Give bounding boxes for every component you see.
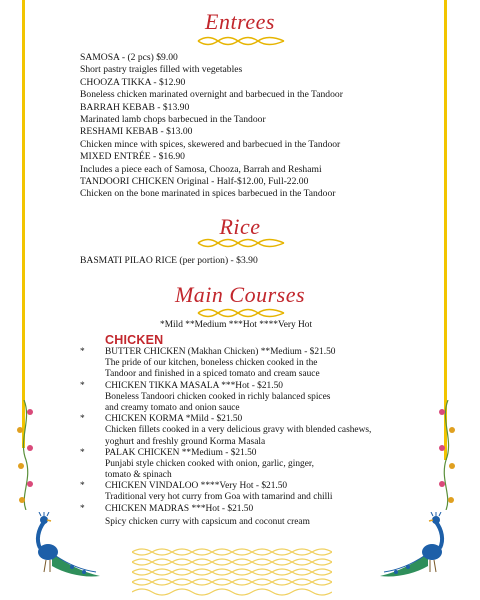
entrees-ornament-divider-icon <box>196 34 286 48</box>
bullet: * <box>80 380 85 391</box>
item-text: Traditional very hot curry from Goa with tamarind and chilli <box>105 492 333 503</box>
menu-line: Chicken on the bone marinated in spices barbecued in the Tandoor <box>80 188 336 200</box>
item-text: Spicy chicken curry with capsicum and coconut cream <box>105 516 310 527</box>
menu-line: CHOOZA TIKKA - $12.90 <box>80 76 186 88</box>
right-peacock-icon <box>378 512 458 582</box>
menu-line: BARRAH KEBAB - $13.90 <box>80 101 190 113</box>
rice-title: Rice <box>219 214 261 239</box>
menu-line: MIXED ENTRÉE - $16.90 <box>80 151 185 163</box>
lattice-ornament-icon <box>132 546 332 598</box>
item-text: tomato & spinach <box>105 470 172 481</box>
main-courses-title: Main Courses <box>174 282 306 307</box>
rice-ornament-divider-icon <box>196 236 286 250</box>
item-text: CHICKEN MADRAS ***Hot - $21.50 <box>105 503 254 514</box>
bullet: * <box>80 347 85 357</box>
item-text: and creamy tomato and onion sauce <box>105 402 240 413</box>
menu-line: RESHAMI KEBAB - $13.00 <box>80 126 193 138</box>
menu-line: Boneless chicken marinated overnight and barbecued in the Tandoor <box>80 89 343 101</box>
entrees-list <box>80 52 343 201</box>
bullet: * <box>80 481 85 492</box>
menu-line: Short pastry traigles filled with vegetables <box>80 64 243 76</box>
menu-line: TANDOORI CHICKEN Original - Half-$12.00, Full-22.00 <box>80 175 309 187</box>
bullet: * <box>80 414 85 425</box>
item-text: CHICKEN TIKKA MASALA ***Hot - $21.50 <box>105 380 283 391</box>
right-border-vine <box>444 0 447 460</box>
item-text: Chicken fillets cooked in a very delicious gravy with blended cashews, <box>105 425 372 436</box>
item-text: yoghurt and freshly ground Korma Masala <box>105 436 266 447</box>
left-peacock-icon <box>22 512 102 582</box>
category-heading: CHICKEN <box>105 333 164 347</box>
item-text: CHICKEN KORMA *Mild - $21.50 <box>105 414 243 425</box>
menu-line: Includes a piece each of Samosa, Chooza, Barrah and Reshami <box>80 163 322 175</box>
menu-line: Chicken mince with spices, skewered and barbecued in the Tandoor <box>80 138 341 150</box>
spice-legend: *Mild **Medium ***Hot ****Very Hot <box>160 320 313 330</box>
item-text: BUTTER CHICKEN (Makhan Chicken) **Medium - $21.50 <box>105 347 336 357</box>
bullet: * <box>80 447 85 458</box>
menu-line: Marinated lamb chops barbecued in the Tandoor <box>80 113 266 125</box>
left-floral-vine-icon <box>14 400 44 510</box>
menu-line: SAMOSA - (2 pcs) $9.00 <box>80 52 178 63</box>
menu-line: BASMATI PILAO RICE (per portion) - $3.90 <box>80 255 258 266</box>
rice-list <box>80 255 258 267</box>
left-border-vine <box>22 0 25 448</box>
main-courses-ornament-divider-icon <box>196 306 286 320</box>
item-text: PALAK CHICKEN **Medium - $21.50 <box>105 447 257 458</box>
item-text: Punjabi style chicken cooked with onion, garlic, ginger, <box>105 458 314 469</box>
right-floral-vine-icon <box>434 400 464 510</box>
bullet: * <box>80 503 85 514</box>
item-text: The pride of our kitchen, boneless chicken cooked in the <box>105 358 318 369</box>
item-text: Boneless Tandoori chicken cooked in richly balanced spices <box>105 391 331 402</box>
item-text: Tandoor and finished in a spiced tomato and cream sauce <box>105 369 320 380</box>
item-text: CHICKEN VINDALOO ****Very Hot - $21.50 <box>105 481 288 492</box>
entrees-title: Entrees <box>205 9 275 34</box>
